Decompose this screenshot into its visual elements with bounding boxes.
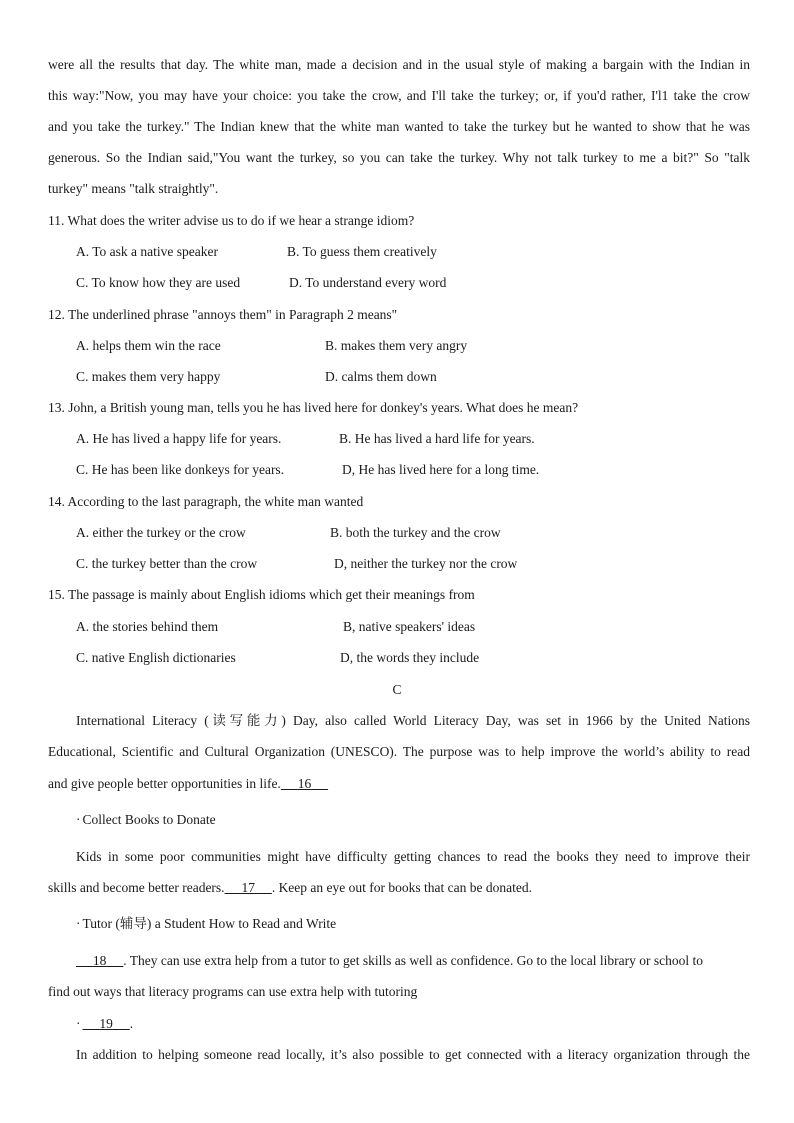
paragraph-line: In addition to helping someone read locally, it’s also possible to get connected with a literacy organization through the: [76, 1047, 750, 1062]
subheading-tutor: [76, 916, 336, 932]
blank-16[interactable]: 16: [297, 776, 312, 791]
option-c: C. makes them very happy: [76, 369, 221, 384]
paragraph-line: [48, 776, 328, 792]
passage-line: and you take the turkey." The Indian knew that the white man wanted to take the turkey but he wanted to show that he was: [48, 119, 750, 134]
option-b: B, native speakers' ideas: [343, 619, 476, 634]
question-stem: 15. The passage is mainly about English idioms which get their meanings from: [48, 587, 475, 602]
option-a: A. helps them win the race: [76, 338, 221, 353]
subheading-text: Tutor (辅导) a Student How to Read and Write: [82, 916, 337, 931]
question-stem: 13. John, a British young man, tells you he has lived here for donkey's years. What does he mean?: [48, 400, 579, 415]
option-c: C. the turkey better than the crow: [76, 556, 258, 571]
blank-18[interactable]: 18: [92, 953, 107, 968]
passage-line: were all the results that day. The white man, made a decision and in the usual style of making a bargain with the Indian in: [48, 57, 750, 72]
paragraph-line: Educational, Scientific and Cultural Organization (UNESCO). The purpose was to help improve the world’s ability to read: [48, 744, 750, 759]
paragraph-text: skills and become better readers.: [48, 880, 225, 895]
bullet-icon: ·: [76, 812, 81, 827]
option-b: B. makes them very angry: [325, 338, 468, 353]
question-stem: 14. According to the last paragraph, the white man wanted: [48, 494, 364, 509]
paragraph-line: [76, 953, 703, 969]
option-a: A. To ask a native speaker: [76, 244, 219, 259]
option-d: D, He has lived here for a long time.: [342, 462, 540, 477]
paragraph-text: .: [129, 1016, 134, 1031]
option-d: D. calms them down: [325, 369, 437, 384]
paragraph-line: International Literacy (读写能力) Day, also called World Literacy Day, was set in 1966 by the United Nations: [76, 713, 750, 728]
paragraph-text: . They can use extra help from a tutor to get skills as well as confidence. Go to the local library or school to: [123, 953, 703, 968]
paragraph-line: find out ways that literacy programs can use extra help with tutoring: [48, 984, 418, 999]
option-c: C. native English dictionaries: [76, 650, 236, 665]
passage-line: this way:"Now, you may have your choice: you take the crow, and I'll take the turkey; or, if you'd rather, I'l1 take the crow: [48, 88, 750, 103]
blank-17[interactable]: 17: [241, 880, 255, 895]
option-c: C. He has been like donkeys for years.: [76, 462, 285, 477]
bullet-icon: ·: [76, 1016, 81, 1031]
subheading-collect-books: [76, 812, 216, 828]
subheading-text: Collect Books to Donate: [82, 812, 216, 827]
option-d: D. To understand every word: [289, 275, 447, 290]
option-b: B. He has lived a hard life for years.: [339, 431, 535, 446]
paragraph-line: [76, 1016, 133, 1032]
option-c: C. To know how they are used: [76, 275, 241, 290]
option-b: B. both the turkey and the crow: [330, 525, 501, 540]
passage-line: turkey" means "talk straightly".: [48, 181, 219, 196]
paragraph-text: . Keep an eye out for books that can be donated.: [271, 880, 532, 895]
question-stem: 12. The underlined phrase "annoys them" in Paragraph 2 means": [48, 307, 398, 322]
section-heading: C: [392, 682, 402, 697]
option-a: A. He has lived a happy life for years.: [76, 431, 282, 446]
option-b: B. To guess them creatively: [287, 244, 437, 259]
paragraph-text: and give people better opportunities in life.: [48, 776, 281, 791]
option-a: A. either the turkey or the crow: [76, 525, 246, 540]
option-a: A. the stories behind them: [76, 619, 219, 634]
paragraph-line: Kids in some poor communities might have difficulty getting chances to read the books they need to improve their: [76, 849, 750, 864]
blank-19[interactable]: 19: [99, 1016, 113, 1031]
option-d: D, neither the turkey nor the crow: [334, 556, 518, 571]
question-stem: 11. What does the writer advise us to do if we hear a strange idiom?: [48, 213, 415, 228]
passage-line: generous. So the Indian said,"You want the turkey, so you can take the turkey. Why not talk turkey to me a bit?" So "talk: [48, 150, 750, 165]
bullet-icon: ·: [76, 916, 81, 931]
paragraph-line: [48, 880, 532, 896]
option-d: D, the words they include: [340, 650, 480, 665]
